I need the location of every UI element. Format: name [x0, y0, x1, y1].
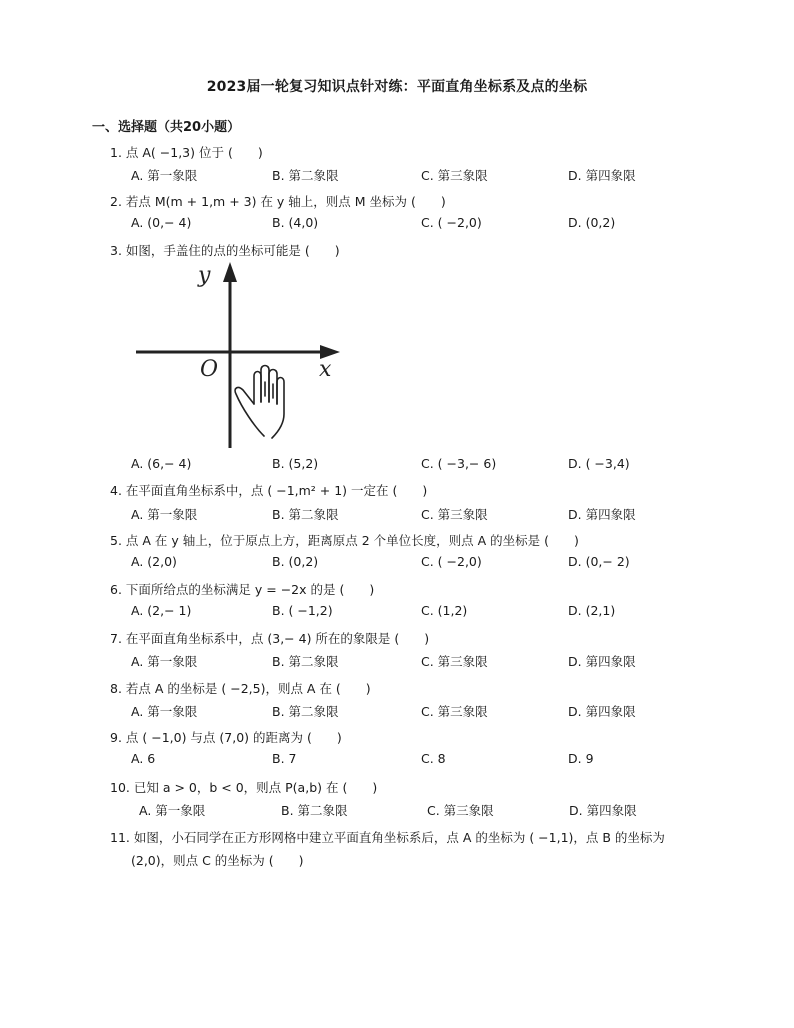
- section-heading: 一、选择题（共20小题）: [92, 120, 241, 135]
- question-3-option-b[interactable]: B. (5,2): [272, 456, 319, 471]
- coordinate-hand-figure: [132, 258, 347, 453]
- question-7-stem: 7. 在平面直角坐标系中，点 (3,− 4) 所在的象限是 ( ): [110, 631, 430, 646]
- question-6-option-c[interactable]: C. (1,2): [421, 603, 468, 618]
- question-9-stem: 9. 点 ( −1,0) 与点 (7,0) 的距离为 ( ): [110, 730, 342, 745]
- question-3-option-d[interactable]: D. ( −3,4): [568, 456, 630, 471]
- question-10-option-b[interactable]: B. 第二象限: [281, 803, 348, 818]
- question-9-option-b[interactable]: B. 7: [272, 751, 297, 766]
- question-2-option-a[interactable]: A. (0,− 4): [131, 215, 192, 230]
- question-5-stem: 5. 点 A 在 y 轴上，位于原点上方，距离原点 2 个单位长度，则点 A 的坐标是 ( ): [110, 533, 579, 548]
- question-10-option-a[interactable]: A. 第一象限: [139, 803, 206, 818]
- question-5-option-c[interactable]: C. ( −2,0): [421, 554, 482, 569]
- question-1-option-a[interactable]: A. 第一象限: [131, 168, 198, 183]
- question-9-option-c[interactable]: C. 8: [421, 751, 446, 766]
- question-6-stem: 6. 下面所给点的坐标满足 y = −2x 的是 ( ): [110, 582, 375, 597]
- question-5-option-d[interactable]: D. (0,− 2): [568, 554, 630, 569]
- page-title: 2023届一轮复习知识点针对练：平面直角坐标系及点的坐标: [206, 79, 588, 95]
- question-7-option-c[interactable]: C. 第三象限: [421, 654, 488, 669]
- question-7-option-a[interactable]: A. 第一象限: [131, 654, 198, 669]
- question-9-option-d[interactable]: D. 9: [568, 751, 594, 766]
- question-1-stem: 1. 点 A( −1,3) 位于 ( ): [110, 145, 263, 160]
- question-8-option-d[interactable]: D. 第四象限: [568, 704, 636, 719]
- origin-label: O: [200, 357, 219, 382]
- question-8-option-c[interactable]: C. 第三象限: [421, 704, 488, 719]
- hand-icon: [235, 366, 284, 439]
- question-8-option-a[interactable]: A. 第一象限: [131, 704, 198, 719]
- question-4-option-c[interactable]: C. 第三象限: [421, 507, 488, 522]
- question-7-option-b[interactable]: B. 第二象限: [272, 654, 339, 669]
- question-2-option-b[interactable]: B. (4,0): [272, 215, 319, 230]
- question-5-option-b[interactable]: B. (0,2): [272, 554, 319, 569]
- question-1-option-b[interactable]: B. 第二象限: [272, 168, 339, 183]
- question-8-stem: 8. 若点 A 的坐标是 ( −2,5)，则点 A 在 ( ): [110, 681, 371, 696]
- x-axis-label: x: [319, 357, 332, 382]
- question-3-option-a[interactable]: A. (6,− 4): [131, 456, 192, 471]
- question-3-option-c[interactable]: C. ( −3,− 6): [421, 456, 497, 471]
- question-7-option-d[interactable]: D. 第四象限: [568, 654, 636, 669]
- question-10-option-d[interactable]: D. 第四象限: [569, 803, 637, 818]
- y-axis-label: y: [198, 263, 211, 288]
- question-6-option-d[interactable]: D. (2,1): [568, 603, 616, 618]
- question-10-stem: 10. 已知 a > 0，b < 0，则点 P(a,b) 在 ( ): [110, 780, 378, 795]
- question-11-stem: 11. 如图，小石同学在正方形网格中建立平面直角坐标系后，点 A 的坐标为 ( −1,1)，点 B 的坐标为: [110, 830, 665, 845]
- question-4-stem: 4. 在平面直角坐标系中，点 ( −1,m² + 1) 一定在 ( ): [110, 483, 428, 498]
- question-4-option-b[interactable]: B. 第二象限: [272, 507, 339, 522]
- question-2-option-c[interactable]: C. ( −2,0): [421, 215, 482, 230]
- question-2-option-d[interactable]: D. (0,2): [568, 215, 616, 230]
- question-8-option-b[interactable]: B. 第二象限: [272, 704, 339, 719]
- question-4-option-d[interactable]: D. 第四象限: [568, 507, 636, 522]
- y-axis-arrow: [223, 262, 237, 282]
- question-3-stem: 3. 如图，手盖住的点的坐标可能是 ( ): [110, 243, 340, 258]
- question-9-option-a[interactable]: A. 6: [131, 751, 156, 766]
- question-10-option-c[interactable]: C. 第三象限: [427, 803, 494, 818]
- question-1-option-d[interactable]: D. 第四象限: [568, 168, 636, 183]
- question-2-stem: 2. 若点 M(m + 1,m + 3) 在 y 轴上，则点 M 坐标为 ( ): [110, 194, 446, 209]
- question-6-option-a[interactable]: A. (2,− 1): [131, 603, 192, 618]
- question-4-option-a[interactable]: A. 第一象限: [131, 507, 198, 522]
- question-11-stem-continued: (2,0)，则点 C 的坐标为 ( ): [131, 853, 304, 868]
- question-1-option-c[interactable]: C. 第三象限: [421, 168, 488, 183]
- question-5-option-a[interactable]: A. (2,0): [131, 554, 177, 569]
- question-6-option-b[interactable]: B. ( −1,2): [272, 603, 333, 618]
